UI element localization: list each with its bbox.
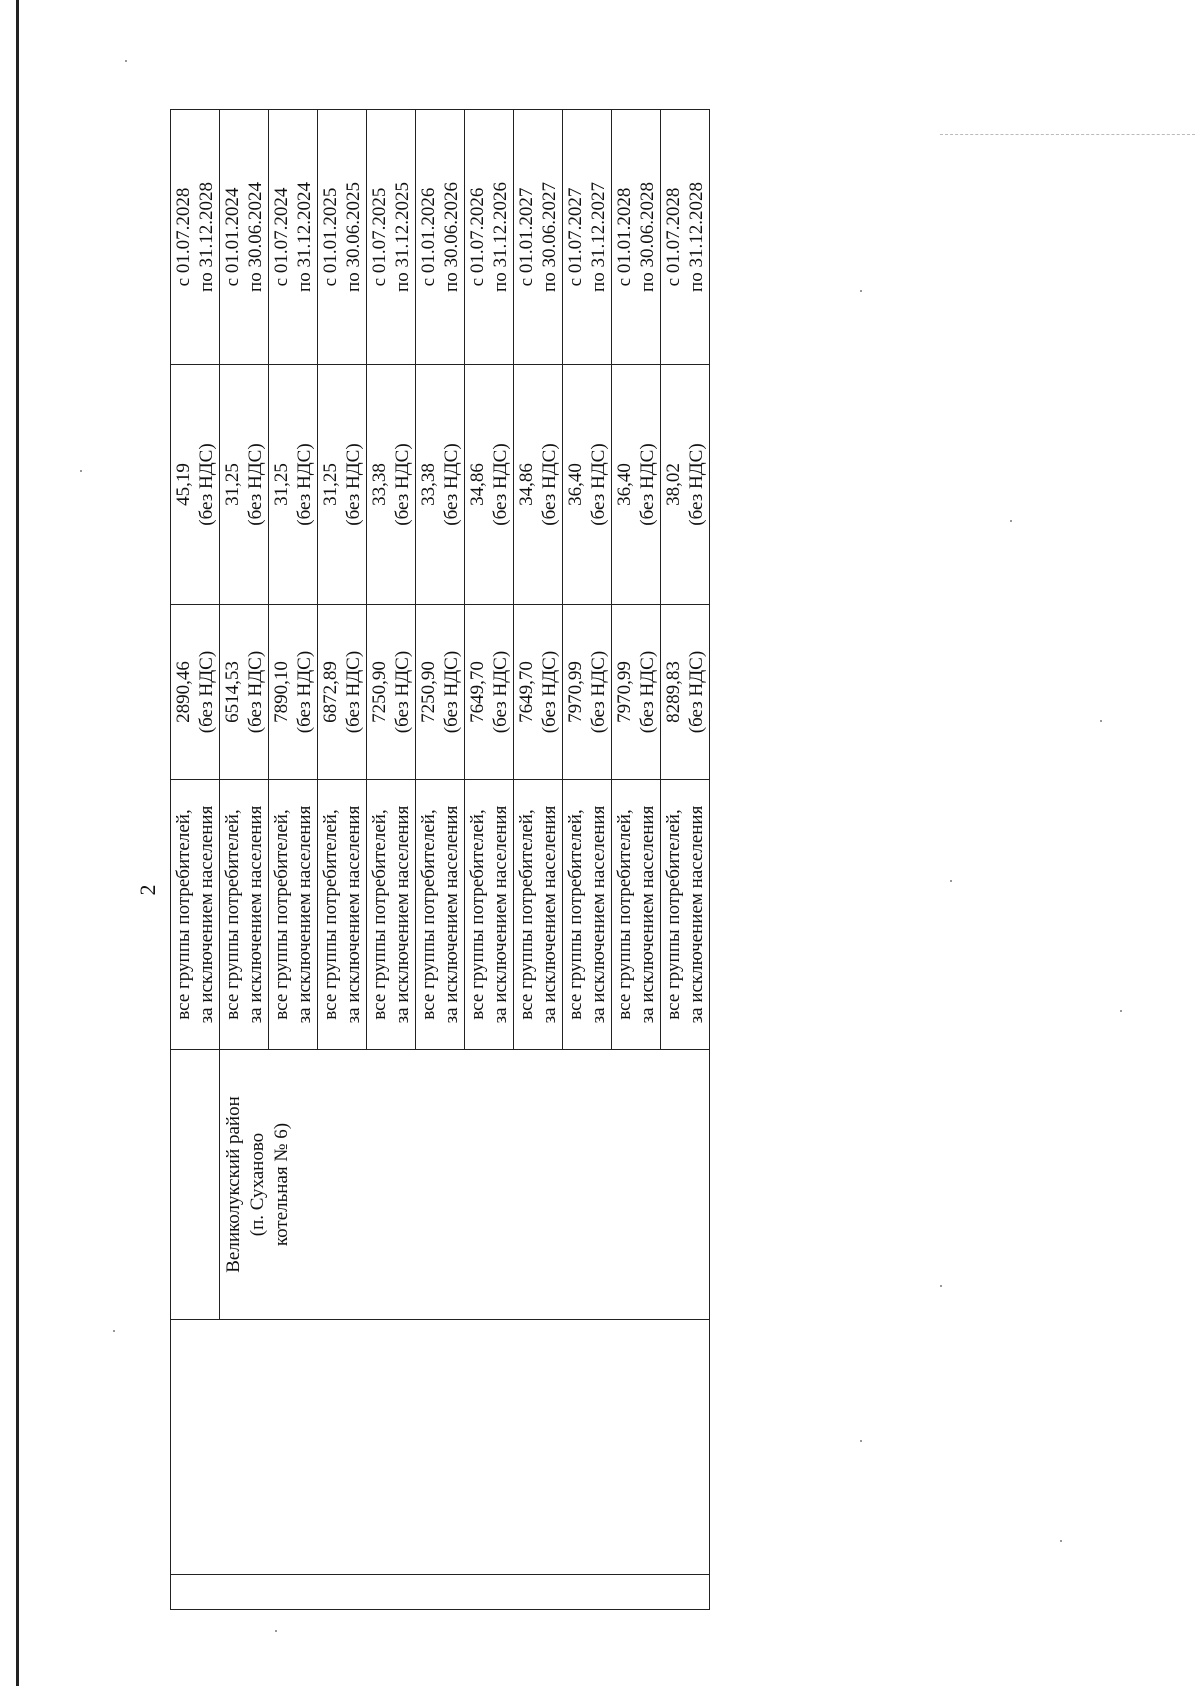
tariff-rate-cell — [612, 605, 661, 780]
period-cell-text: с 01.01.2024 — [222, 187, 243, 287]
consumer-group-cell — [269, 780, 318, 1050]
tariff-rate-secondary-cell — [514, 365, 563, 605]
tariff-rate-cell — [318, 605, 367, 780]
tariff-rate-cell-text: 6514,53 — [222, 661, 243, 723]
consumer-group-cell-text: за исключением населения — [343, 805, 364, 1024]
consumer-group-cell-text: за исключением населения — [196, 805, 217, 1024]
period-cell — [416, 110, 465, 365]
tariff-rate-secondary-cell-text: 34,86 — [467, 463, 488, 506]
region-text: котельная № 6) — [271, 1122, 292, 1247]
consumer-group-cell-text: за исключением населения — [637, 805, 658, 1024]
tariff-rate-cell-text: (без НДС) — [686, 650, 707, 734]
tariff-rate-secondary-cell — [416, 365, 465, 605]
tariff-rate-secondary-cell — [171, 365, 220, 605]
period-cell — [220, 110, 269, 365]
consumer-group-cell — [514, 780, 563, 1050]
consumer-group-cell-text: все группы потребителей, — [418, 809, 439, 1020]
scan-speck — [860, 290, 862, 292]
scan-left-edge — [16, 0, 19, 1686]
period-cell — [514, 110, 563, 365]
period-cell-text: по 30.06.2024 — [245, 182, 266, 292]
period-cell-text: с 01.01.2026 — [418, 187, 439, 287]
consumer-group-cell-text: за исключением населения — [490, 805, 511, 1024]
consumer-group-cell — [171, 780, 220, 1050]
consumer-group-cell — [416, 780, 465, 1050]
scan-speck — [860, 1440, 862, 1442]
consumer-group-cell-text: за исключением населения — [392, 805, 413, 1024]
tariff-rate-cell-text: (без НДС) — [196, 650, 217, 734]
region-cell — [220, 1050, 710, 1320]
tariff-rate-cell-text: (без НДС) — [588, 650, 609, 734]
scan-speck — [113, 1330, 115, 1332]
consumer-group-cell-text: за исключением населения — [294, 805, 315, 1024]
tariff-rate-secondary-cell-text: (без НДС) — [588, 443, 609, 526]
tariff-rate-cell-text: 7970,99 — [565, 661, 586, 723]
tariff-rate-secondary-cell — [563, 365, 612, 605]
consumer-group-cell — [220, 780, 269, 1050]
tariff-rate-secondary-cell — [220, 365, 269, 605]
tariff-rate-cell-text: (без НДС) — [490, 650, 511, 734]
tariff-rate-secondary-cell-text: (без НДС) — [490, 443, 511, 526]
period-cell-text: с 01.07.2025 — [369, 187, 390, 287]
tariff-rate-secondary-cell-text: 36,40 — [565, 463, 586, 506]
tariff-rate-secondary-cell-text: (без НДС) — [343, 443, 364, 526]
region-text: (п. Суханово — [247, 1132, 268, 1237]
table-row — [171, 110, 220, 1610]
consumer-group-cell-text: все группы потребителей, — [369, 809, 390, 1020]
tariff-rate-secondary-cell-text: (без НДС) — [392, 443, 413, 526]
period-cell — [269, 110, 318, 365]
period-cell-text: с 01.07.2028 — [173, 187, 194, 287]
tariff-rate-secondary-cell — [661, 365, 710, 605]
tariff-rate-secondary-cell-text: 33,38 — [418, 463, 439, 506]
consumer-group-cell — [465, 780, 514, 1050]
period-cell-text: по 31.12.2024 — [294, 182, 315, 292]
consumer-group-cell-text: все группы потребителей, — [271, 809, 292, 1020]
tariff-rate-cell-text: (без НДС) — [441, 650, 462, 734]
tariff-rate-cell — [171, 605, 220, 780]
consumer-group-cell-text: за исключением населения — [686, 805, 707, 1024]
period-cell-text: по 31.12.2026 — [490, 182, 511, 292]
tariff-rate-cell — [269, 605, 318, 780]
tariff-rate-cell — [465, 605, 514, 780]
tariff-rate-secondary-cell-text: 45,19 — [173, 463, 194, 506]
consumer-group-cell-text: все группы потребителей, — [565, 809, 586, 1020]
tariff-rate-secondary-cell-text: (без НДС) — [294, 443, 315, 526]
period-cell-text: с 01.01.2028 — [614, 187, 635, 287]
tariff-rate-cell-text: 7649,70 — [467, 661, 488, 723]
tariff-rate-secondary-cell — [367, 365, 416, 605]
consumer-group-cell-text: за исключением населения — [441, 805, 462, 1024]
tariff-rate-secondary-cell — [318, 365, 367, 605]
period-cell-text: с 01.07.2024 — [271, 187, 292, 287]
consumer-group-cell-text: все группы потребителей, — [173, 809, 194, 1020]
tariff-rate-cell-text: 8289,83 — [663, 661, 684, 723]
period-cell — [171, 110, 220, 365]
period-cell-text: по 31.12.2028 — [686, 182, 707, 292]
tariff-rate-secondary-cell-text: 31,25 — [271, 463, 292, 506]
tariff-rate-secondary-cell — [612, 365, 661, 605]
period-cell-text: по 30.06.2028 — [637, 182, 658, 292]
tariff-rate-secondary-cell-text: (без НДС) — [196, 443, 217, 526]
tariff-rate-cell-text: 7250,90 — [369, 661, 390, 723]
period-cell-text: по 31.12.2025 — [392, 182, 413, 292]
tariff-rate-cell — [416, 605, 465, 780]
tariff-rate-cell-text: (без НДС) — [245, 650, 266, 734]
tariff-rate-cell-text: (без НДС) — [637, 650, 658, 734]
consumer-group-cell-text: все группы потребителей, — [320, 809, 341, 1020]
tariff-rate-cell — [514, 605, 563, 780]
scan-speck — [1010, 520, 1012, 522]
tariff-table — [170, 109, 710, 1610]
tariff-rate-cell — [367, 605, 416, 780]
period-cell — [465, 110, 514, 365]
tariff-rate-secondary-cell-text: 36,40 — [614, 463, 635, 506]
consumer-group-cell — [318, 780, 367, 1050]
tariff-rate-cell-text: 7250,90 — [418, 661, 439, 723]
period-cell — [367, 110, 416, 365]
consumer-group-cell — [661, 780, 710, 1050]
tariff-rate-secondary-cell-text: (без НДС) — [441, 443, 462, 526]
scan-artifact-line — [940, 134, 1195, 135]
tariff-rate-secondary-cell-text: (без НДС) — [245, 443, 266, 526]
scan-speck — [80, 470, 82, 472]
tariff-rate-secondary-cell — [465, 365, 514, 605]
period-cell-text: по 31.12.2028 — [196, 182, 217, 292]
scan-speck — [1060, 1540, 1062, 1542]
tariff-rate-secondary-cell — [269, 365, 318, 605]
tariff-rate-cell-text: 7649,70 — [516, 661, 537, 723]
period-cell-text: с 01.07.2027 — [565, 187, 586, 287]
period-cell — [661, 110, 710, 365]
tariff-rate-secondary-cell-text: (без НДС) — [539, 443, 560, 526]
tariff-table-body — [171, 110, 710, 1610]
empty-column-cell — [171, 1575, 710, 1610]
tariff-rate-cell-text: 6872,89 — [320, 661, 341, 723]
empty-region-cell — [171, 1050, 220, 1320]
tariff-rate-secondary-cell-text: (без НДС) — [637, 443, 658, 526]
page-number: 2 — [135, 884, 160, 896]
period-cell — [612, 110, 661, 365]
period-cell-text: с 01.01.2025 — [320, 187, 341, 287]
period-cell-text: по 30.06.2026 — [441, 182, 462, 292]
tariff-rate-secondary-cell-text: 34,86 — [516, 463, 537, 506]
period-cell-text: по 30.06.2027 — [539, 182, 560, 292]
consumer-group-cell — [612, 780, 661, 1050]
empty-column-cell — [171, 1320, 710, 1575]
period-cell-text: с 01.07.2026 — [467, 187, 488, 287]
tariff-rate-cell-text: 2890,46 — [173, 661, 194, 723]
tariff-rate-secondary-cell-text: 33,38 — [369, 463, 390, 506]
tariff-rate-secondary-cell-text: 31,25 — [222, 463, 243, 506]
consumer-group-cell-text: за исключением населения — [539, 805, 560, 1024]
scan-speck — [275, 1630, 277, 1632]
tariff-rate-cell — [220, 605, 269, 780]
tariff-rate-secondary-cell-text: 31,25 — [320, 463, 341, 506]
period-cell-text: с 01.07.2028 — [663, 187, 684, 287]
rotated-page-content — [130, 110, 770, 1610]
consumer-group-cell-text: все группы потребителей, — [663, 809, 684, 1020]
scan-speck — [1120, 1010, 1122, 1012]
consumer-group-cell-text: за исключением населения — [245, 805, 266, 1024]
scan-speck — [1100, 720, 1102, 722]
period-cell-text: по 30.06.2025 — [343, 182, 364, 292]
tariff-rate-cell — [661, 605, 710, 780]
tariff-rate-secondary-cell-text: 38,02 — [663, 463, 684, 506]
period-cell — [318, 110, 367, 365]
scan-speck — [940, 1285, 942, 1287]
region-text: Великолукский район — [223, 1096, 244, 1273]
consumer-group-cell-text: все группы потребителей, — [222, 809, 243, 1020]
tariff-rate-cell-text: (без НДС) — [539, 650, 560, 734]
tariff-rate-cell-text: (без НДС) — [343, 650, 364, 734]
tariff-rate-cell — [563, 605, 612, 780]
period-cell-text: по 31.12.2027 — [588, 182, 609, 292]
tariff-rate-cell-text: 7970,99 — [614, 661, 635, 723]
consumer-group-cell-text: все группы потребителей, — [516, 809, 537, 1020]
consumer-group-cell — [563, 780, 612, 1050]
period-cell-text: с 01.01.2027 — [516, 187, 537, 287]
scan-speck — [125, 60, 127, 62]
consumer-group-cell — [367, 780, 416, 1050]
tariff-rate-secondary-cell-text: (без НДС) — [686, 443, 707, 526]
tariff-rate-cell-text: (без НДС) — [392, 650, 413, 734]
consumer-group-cell-text: все группы потребителей, — [614, 809, 635, 1020]
scan-speck — [950, 880, 952, 882]
consumer-group-cell-text: за исключением населения — [588, 805, 609, 1024]
period-cell — [563, 110, 612, 365]
consumer-group-cell-text: все группы потребителей, — [467, 809, 488, 1020]
tariff-rate-cell-text: 7890,10 — [271, 661, 292, 723]
tariff-rate-cell-text: (без НДС) — [294, 650, 315, 734]
